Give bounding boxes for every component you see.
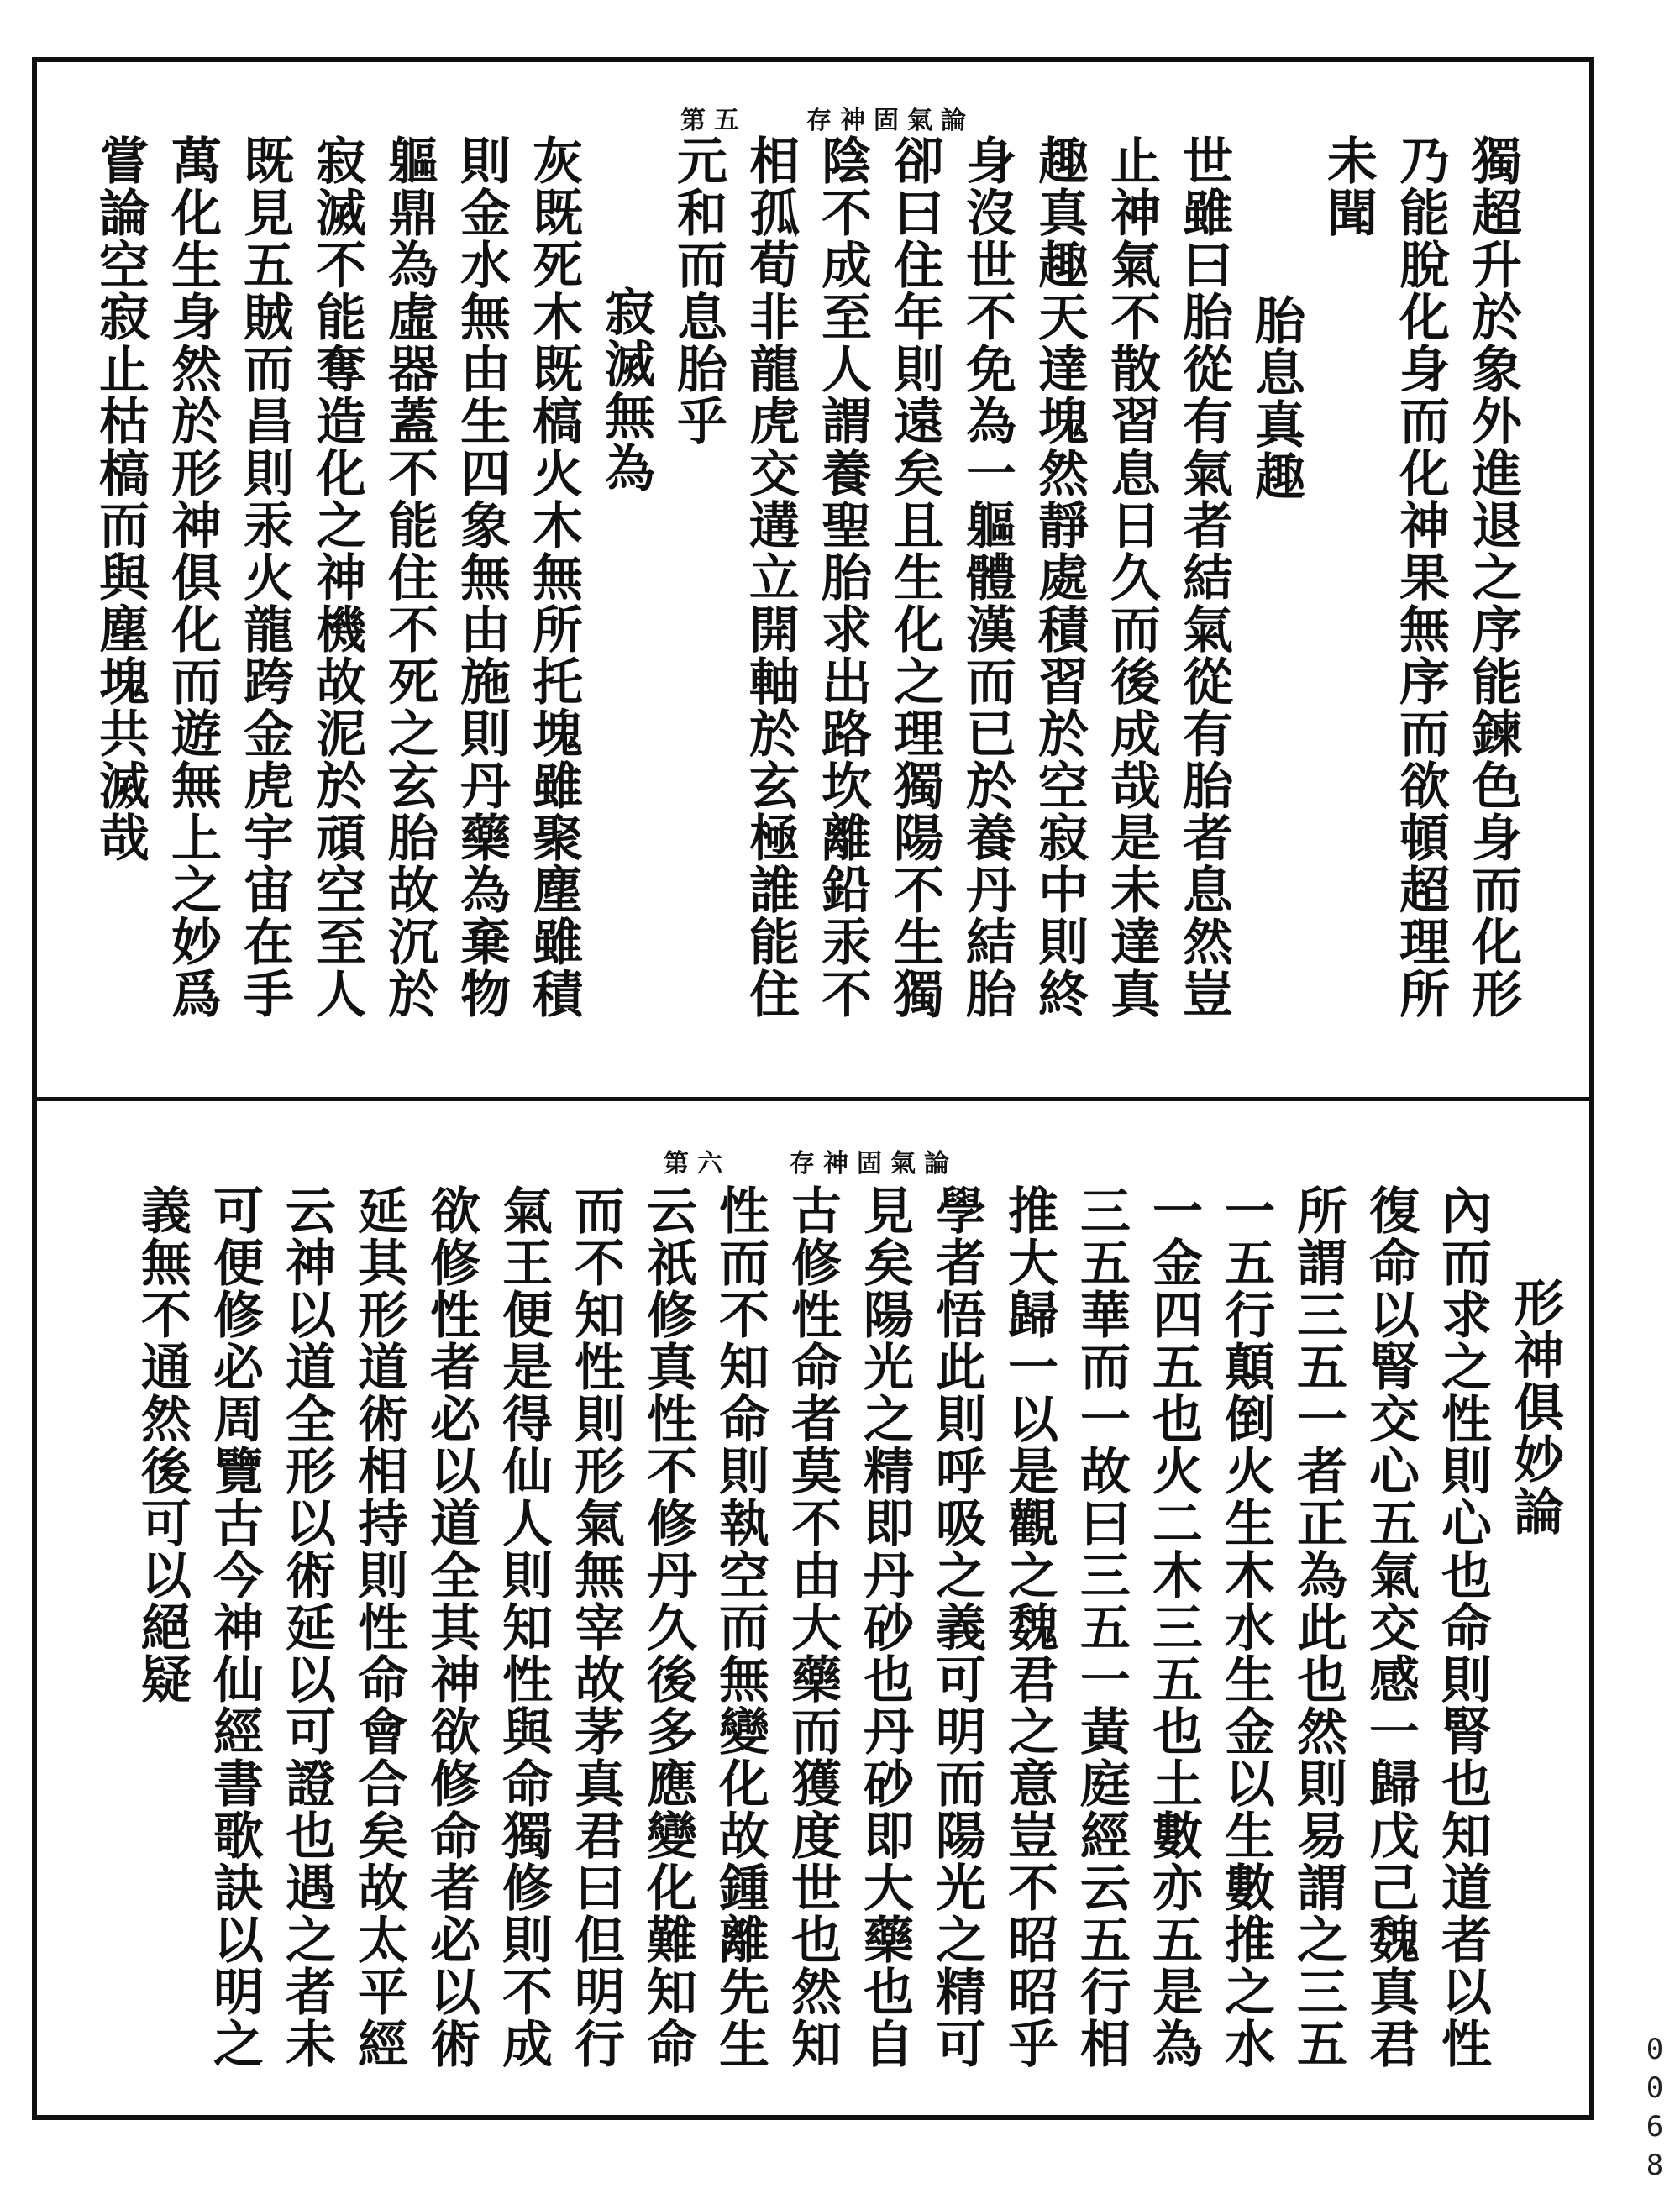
text-column: 既見五賊而昌則汞火龍跨金虎宇宙在手	[235, 134, 294, 1020]
text-column: 陰不成至人謂養聖胎求出路坎離鉛汞不	[813, 134, 872, 1020]
text-column: 軀鼎為虛器蓋不能住不死之玄胎故沉於	[380, 134, 438, 1020]
text-column: 趣真趣天達塊然靜處積習於空寂中則終	[1030, 134, 1089, 1020]
text-column: 而不知性則形氣無宰故茅真君曰但明行	[566, 1184, 625, 2070]
section-title: 胎息真趣	[1247, 294, 1305, 502]
text-column: 內而求之性則心也命則腎也知道者以性	[1433, 1184, 1492, 2070]
top-panel-header	[680, 99, 974, 136]
bottom-panel-section: 第六	[664, 1149, 731, 1178]
text-column: 相孤荀非龍虎交遘立開軸於玄極誰能住	[741, 134, 800, 1020]
text-column: 獨超升於象外進退之序能鍊色身而化形	[1463, 134, 1522, 1020]
panel-divider	[32, 1097, 1594, 1101]
text-column: 推大歸一以是觀之魏君之意豈不昭昭乎	[1000, 1184, 1058, 2070]
text-column: 卻曰住年則遠矣且生化之理獨陽不生獨	[885, 134, 944, 1020]
text-column: 可便修必周覽古今神仙經書歌訣以明之	[205, 1184, 264, 2070]
text-column: 一金四五也火二木三五也土數亦五是為	[1144, 1184, 1203, 2070]
text-column: 古修性命者莫不由大藥而獲度世也然知	[783, 1184, 842, 2070]
text-column: 義無不通然後可以絕疑	[133, 1184, 192, 1705]
text-column: 乃能脫化身而化神果無序而欲頓超理所	[1391, 134, 1450, 1020]
text-column: 見矣陽光之精即丹砂也丹砂即大藥也自	[855, 1184, 914, 2070]
text-column: 身沒世不免為一軀體漢而已於養丹結胎	[958, 134, 1016, 1020]
text-column: 復命以腎交心五氣交感一歸戊己魏真君	[1361, 1184, 1420, 2070]
section-title: 寂滅無為	[596, 286, 655, 494]
bottom-panel-title: 存神固氣論	[790, 1149, 958, 1178]
text-column: 世雖曰胎從有氣者結氣從有胎者息然豈	[1174, 134, 1233, 1020]
text-column: 寂滅不能奪造化之神機故泥於頑空至人	[307, 134, 366, 1020]
text-column: 延其形道術相持則性命會合矣故太平經	[349, 1184, 408, 2070]
text-column: 所謂三五一者正為此也然則易謂之三五	[1289, 1184, 1347, 2070]
text-column: 萬化生身然於形神俱化而遊無上之妙爲	[163, 134, 222, 1020]
top-panel-text	[84, 134, 1529, 1075]
text-column: 云祇修真性不修丹久後多應變化難知命	[638, 1184, 697, 2070]
text-column: 三五華而一故曰三五一黃庭經云五行相	[1072, 1184, 1131, 2070]
bottom-panel-header	[664, 1142, 958, 1179]
section-title: 形神俱妙論	[1505, 1277, 1564, 1537]
text-column: 氣王便是得仙人則知性與命獨修則不成	[494, 1184, 553, 2070]
text-column: 性而不知命則執空而無變化故鍾離先生	[711, 1184, 769, 2070]
bottom-panel-text	[126, 1184, 1571, 2108]
text-column: 一五行顛倒火生木水生金以生數推之水	[1216, 1184, 1275, 2070]
text-column: 學者悟此則呼吸之義可明而陽光之精可	[927, 1184, 986, 2070]
text-column: 欲修性者必以道全其神欲修命者必以術	[422, 1184, 480, 2070]
top-panel-title: 存神固氣論	[806, 106, 974, 135]
top-panel-section: 第五	[680, 106, 748, 135]
page-number: 0068	[1638, 2033, 1672, 2187]
text-column: 灰既死木既槁火木無所托塊雖聚塵雖積	[524, 134, 583, 1020]
text-column: 云神以道全形以術延以可證也遇之者未	[277, 1184, 336, 2070]
text-column: 元和而息胎乎	[669, 134, 727, 447]
text-column: 嘗論空寂止枯槁而與塵塊共滅哉	[91, 134, 150, 863]
text-column: 則金水無由生四象無由施則丹藥為棄物	[452, 134, 511, 1020]
text-column: 未聞	[1319, 134, 1378, 239]
text-column: 止神氣不散習息日久而後成哉是未達真	[1102, 134, 1161, 1020]
